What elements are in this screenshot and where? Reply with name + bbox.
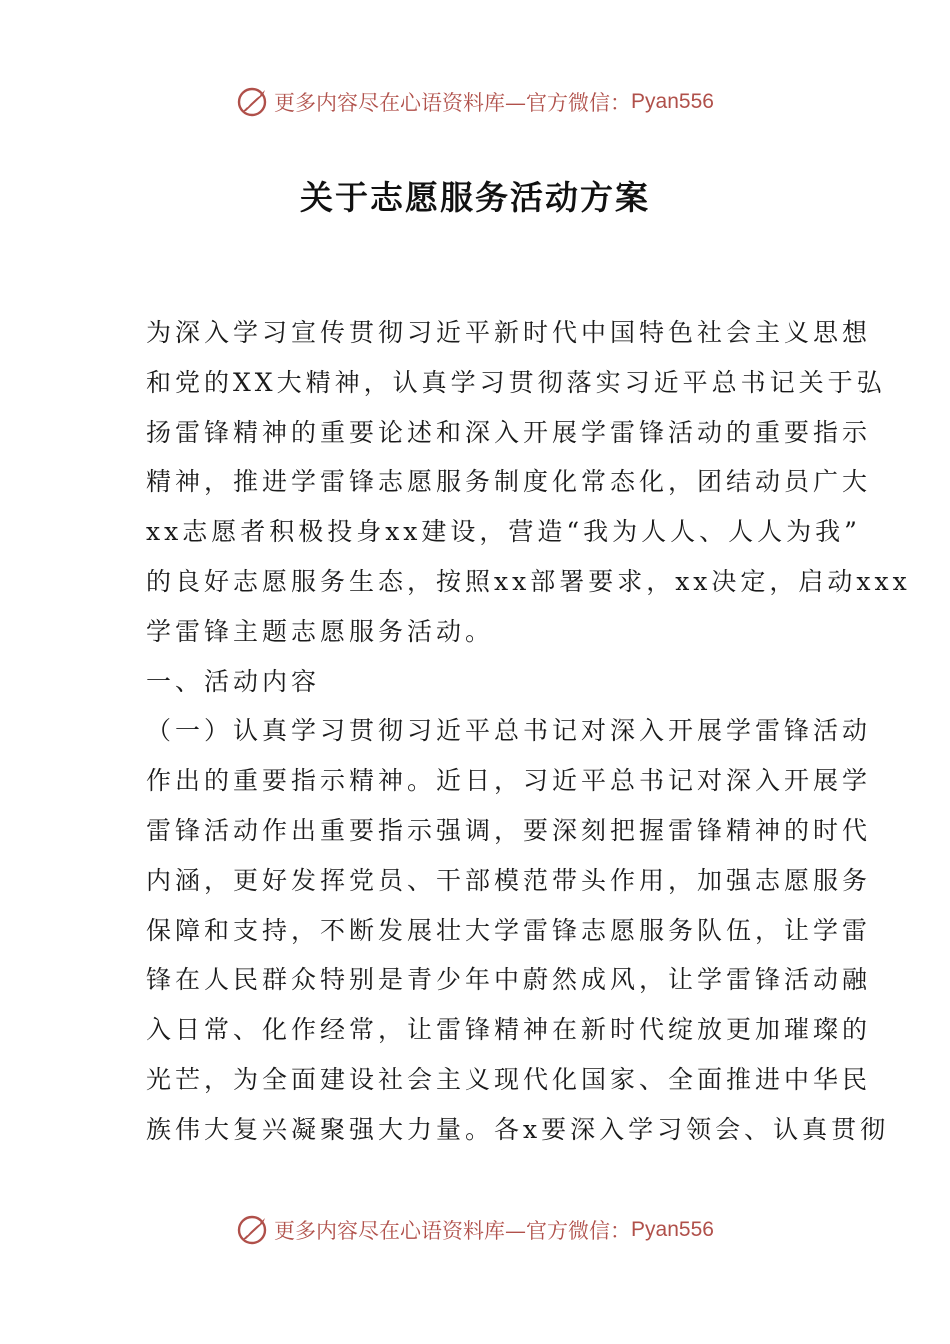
quill-logo-icon <box>236 85 270 119</box>
body-line: 扬雷锋精神的重要论述和深入开展学雷锋活动的重要指示 <box>146 417 872 447</box>
section-heading: 一、活动内容 <box>146 666 321 696</box>
body-line: 雷锋活动作出重要指示强调，要深刻把握雷锋精神的时代 <box>146 815 872 845</box>
body-line: 锋在人民群众特别是青少年中蔚然成风，让学雷锋活动融 <box>146 965 872 995</box>
body-line: 入日常、化作经常，让雷锋精神在新时代绽放更加璀璨的 <box>146 1015 872 1045</box>
body-line: （一）认真学习贯彻习近平总书记对深入开展学雷锋活动 <box>146 716 872 746</box>
body-line: 保障和支持，不断发展壮大学雷锋志愿服务队伍，让学雷 <box>146 915 872 945</box>
body-line: 光芒，为全面建设社会主义现代化国家、全面推进中华民 <box>146 1064 872 1094</box>
banner-wechat-id: Pyan556 <box>631 90 714 113</box>
body-line: xx志愿者积极投身xx建设，营造“我为人人、人人为我” <box>146 517 861 547</box>
body-line: 和党的XX大精神，认真学习贯彻落实习近平总书记关于弘 <box>146 367 886 397</box>
body-line: 内涵，更好发挥党员、干部模范带头作用，加强志愿服务 <box>146 865 872 895</box>
banner-text: 更多内容尽在心语资料库—官方微信： <box>274 1219 632 1243</box>
banner-wechat-id: Pyan556 <box>631 1218 714 1241</box>
quill-logo-icon <box>236 1213 270 1247</box>
footer-banner <box>0 1210 950 1250</box>
banner-text: 更多内容尽在心语资料库—官方微信： <box>274 91 632 115</box>
body-line: 族伟大复兴凝聚强大力量。各x要深入学习领会、认真贯彻 <box>146 1114 890 1144</box>
body-line: 的良好志愿服务生态，按照xx部署要求，xx决定，启动xxx <box>146 566 911 596</box>
body-line: 作出的重要指示精神。近日，习近平总书记对深入开展学 <box>146 766 872 796</box>
body-line: 学雷锋主题志愿服务活动。 <box>146 616 495 646</box>
document-body <box>146 308 911 1155</box>
header-banner <box>0 82 950 122</box>
body-line: 为深入学习宣传贯彻习近平新时代中国特色社会主义思想 <box>146 318 872 347</box>
document-title: 关于志愿服务活动方案 <box>300 178 650 217</box>
body-line: 精神，推进学雷锋志愿服务制度化常态化，团结动员广大 <box>146 467 872 497</box>
